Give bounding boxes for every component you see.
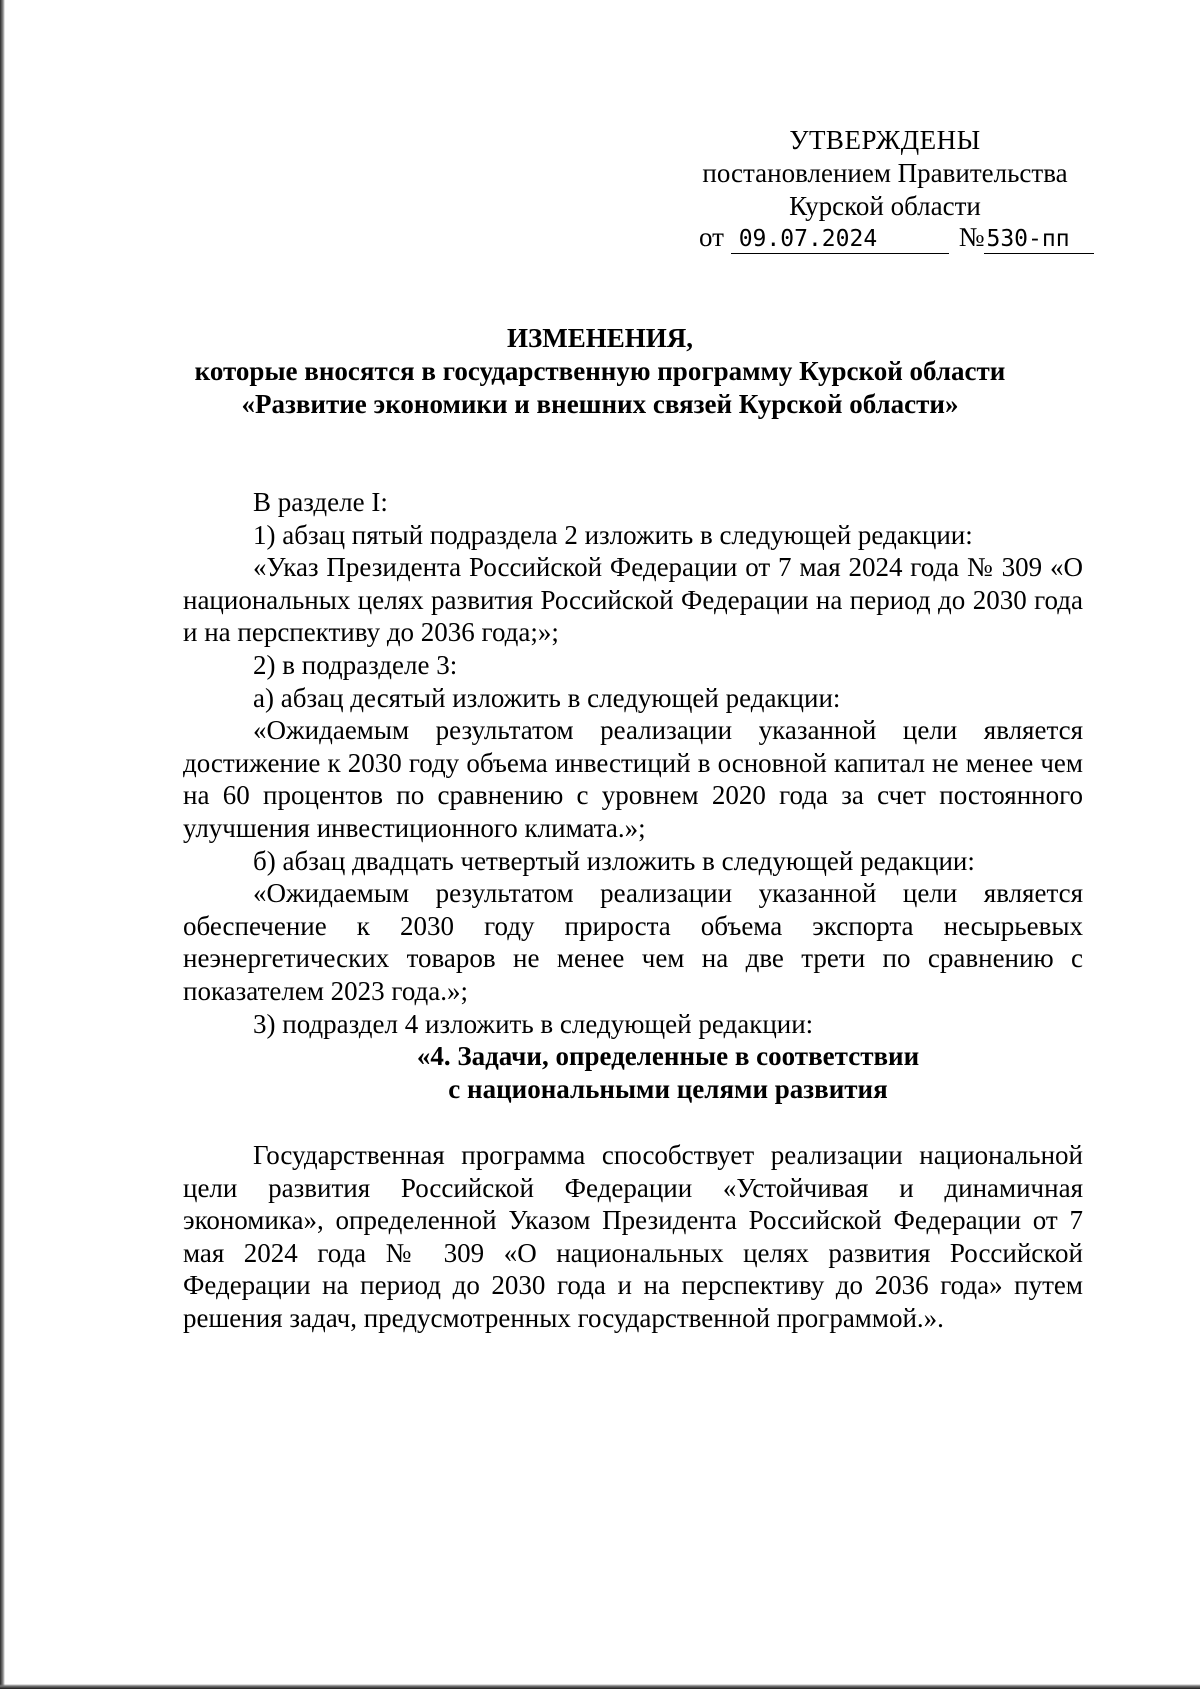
paragraph-item-1: 1) абзац пятый подраздела 2 изложить в следующей редакции: bbox=[253, 519, 973, 550]
date-prefix: от bbox=[699, 222, 724, 252]
paragraph-decree-quote: «Указ Президента Российской Федерации от 7 мая 2024 года № 309 «О национальных целях развития Российской Федерации на период до 2030 года и на перспективу до 2036 года;»; bbox=[183, 552, 1083, 648]
approval-line-1: постановлением Правительства bbox=[702, 158, 1068, 188]
paragraph-item-2: 2) в подразделе 3: bbox=[253, 649, 458, 680]
paragraph-section-intro: В разделе I: bbox=[253, 487, 388, 517]
heading-subtitle-1: которые вносятся в государственную программу Курской области bbox=[194, 356, 1006, 386]
document-body bbox=[183, 486, 1083, 1335]
approval-line-2: Курской области bbox=[789, 191, 981, 221]
paragraph-investment-quote: «Ожидаемым результатом реализации указанной цели является достижение к 2030 году объема инвестиций в основной капитал не менее чем на 60 процентов по сравнению с уровнем 2020 года за счет постоянного улучшения инвестиционного климата.»; bbox=[183, 715, 1083, 843]
paragraph-export-quote: «Ожидаемым результатом реализации указанной цели является обеспечение к 2030 году прироста объема экспорта несырьевых неэнергетических товаров не менее чем на две трети по сравнению с показателем 2023 года.»; bbox=[183, 878, 1083, 1006]
paragraph-program-goals: Государственная программа способствует реализации национальной цели развития Российской Федерации «Устойчивая и динамичная экономика», определенной Указом Президента Российской Федерации от 7 мая 2024 года № 309 «О национальных целях развития Российской Федерации на период до 2030 года и на перспективу до 2036 года» путем решения задач, предусмотренных государственной программой.». bbox=[183, 1140, 1083, 1334]
date-field: 09.07.2024 bbox=[731, 225, 949, 254]
paragraph-item-2a: а) абзац десятый изложить в следующей редакции: bbox=[253, 682, 841, 713]
scan-edge-bottom bbox=[0, 1684, 1200, 1689]
number-prefix: № bbox=[958, 222, 985, 252]
heading-title: ИЗМЕНЕНИЯ, bbox=[506, 323, 693, 353]
heading-subtitle-2: «Развитие экономики и внешних связей Курской области» bbox=[241, 389, 959, 419]
document-heading bbox=[130, 322, 1070, 421]
approval-block bbox=[690, 124, 1080, 254]
section-title-line-1: «4. Задачи, определенные в соответствии bbox=[416, 1041, 920, 1072]
approval-date-line bbox=[699, 221, 1080, 254]
paragraph-item-3: 3) подраздел 4 изложить в следующей редакции: bbox=[253, 1008, 814, 1039]
approval-title: УТВЕРЖДЕНЫ bbox=[789, 125, 981, 155]
number-field: 530-пп bbox=[984, 225, 1094, 254]
scan-edge-left bbox=[0, 0, 5, 1689]
section-title-line-2: с национальными целями развития bbox=[448, 1074, 888, 1105]
paragraph-item-2b: б) абзац двадцать четвертый изложить в следующей редакции: bbox=[253, 845, 975, 876]
